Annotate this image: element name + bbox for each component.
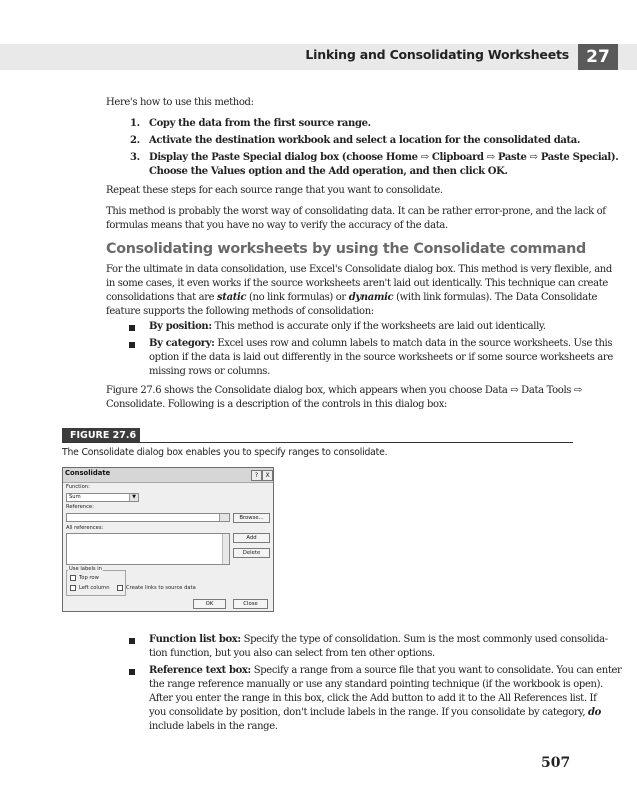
close-icon[interactable]: X [262,470,273,481]
running-header-title: Linking and Consolidating Worksheets [305,47,569,62]
section-para-line-4: feature supports the following methods of consolidation: [106,306,374,317]
reference-input[interactable] [66,513,230,522]
control-reference-line-5: include labels in the range. [149,721,278,732]
all-references-label: All references: [66,525,104,531]
top-row-label: Top row [79,575,99,581]
figure-ref-line-2: Consolidate. Following is a description of the controls in this dialog box: [106,399,448,410]
control-reference-line-2: the range reference manually or use any standard pointing technique (if the workbook is open). [149,679,604,690]
chevron-down-icon[interactable]: ▼ [129,494,138,501]
step-1-number: 1. [130,118,140,129]
function-value: Sum [69,494,81,500]
use-labels-label: Use labels in [69,566,102,572]
section-heading: Consolidating worksheets by using the Consolidate command [106,241,586,257]
create-links-checkbox[interactable] [117,585,123,591]
page-number: 507 [541,755,571,771]
close-dialog-button[interactable]: Close [233,599,268,609]
list-scrollbar[interactable] [222,534,229,564]
step-3-line-2: Choose the Values option and the Add operation, and then click OK. [149,166,508,177]
control-function-list: Function list box: Specify the type of consolidation. Sum is the most commonly used consolida- [149,634,608,645]
bullet-icon [129,342,135,348]
top-row-checkbox[interactable] [70,575,76,581]
step-2-number: 2. [130,135,140,146]
reference-label: Reference: [66,504,94,510]
help-icon[interactable]: ? [251,470,262,481]
figure-label: FIGURE 27.6 [62,428,140,443]
left-column-label: Left column [79,585,110,591]
left-column-checkbox[interactable] [70,585,76,591]
collapse-dialog-icon[interactable] [219,514,229,521]
step-3-line-1: Display the Paste Special dialog box (choose Home ⇨ Clipboard ⇨ Paste ⇨ Paste Special). [149,152,619,163]
function-label: Function: [66,484,90,490]
intro-text: Here's how to use this method: [106,97,254,108]
ok-button[interactable]: OK [193,599,226,609]
method-by-position: By position: This method is accurate only if the worksheets are laid out identically. [149,321,546,332]
section-para-line-2: in some cases, it even works if the source worksheets aren't laid out identically. This technique can create [106,278,608,289]
figure-rule [62,442,573,443]
method-by-category: By category: Excel uses row and column labels to match data in the source worksheets. Use this [149,338,613,349]
function-select[interactable] [66,493,139,502]
control-reference-line-4: you consolidate by position, don't include labels in the range. If you consolidate by category, do [149,707,601,718]
warning-line-1: This method is probably the worst way of consolidating data. It can be rather error-prone, and the lack of [106,206,606,217]
consolidate-dialog [62,467,274,612]
bullet-icon [129,669,135,675]
method-by-category-line-2: option if the data is laid out differently in the source worksheets or if some source worksheets are [149,352,613,363]
step-1-text: Copy the data from the first source range. [149,118,371,129]
bullet-icon [129,325,135,331]
dialog-title-bar [63,468,273,483]
section-para-line-1: For the ultimate in data consolidation, use Excel's Consolidate dialog box. This method is very flexible, and [106,264,612,275]
method-by-category-line-3: missing rows or columns. [149,366,270,377]
step-2-text: Activate the destination workbook and select a location for the consolidated data. [149,135,581,146]
all-references-list[interactable] [66,533,230,565]
browse-button[interactable]: Browse... [233,513,270,523]
warning-line-2: formulas means that you have no way to verify the accuracy of the data. [106,220,448,231]
figure-caption: The Consolidate dialog box enables you to specify ranges to consolidate. [62,447,388,458]
step-3-number: 3. [130,152,140,163]
add-button[interactable]: Add [233,533,270,543]
section-para-line-3: consolidations that are static (no link formulas) or dynamic (with link formulas). The Data Consolidate [106,292,598,303]
delete-button[interactable]: Delete [233,548,270,558]
control-reference-text: Reference text box: Specify a range from a source file that you want to consolidate. You can enter [149,665,622,676]
bullet-icon [129,638,135,644]
control-reference-line-3: After you enter the range in this box, click the Add button to add it to the All References list. If [149,693,597,704]
create-links-label: Create links to source data [126,585,196,591]
control-function-list-line-2: tion function, but you also can select from ten other options. [149,648,435,659]
figure-ref-line-1: Figure 27.6 shows the Consolidate dialog box, which appears when you choose Data ⇨ Data Tools ⇨ [106,385,582,396]
repeat-text: Repeat these steps for each source range that you want to consolidate. [106,185,443,196]
chapter-number-badge: 27 [578,44,618,70]
use-labels-group [66,570,126,596]
dialog-title: Consolidate [65,469,111,477]
